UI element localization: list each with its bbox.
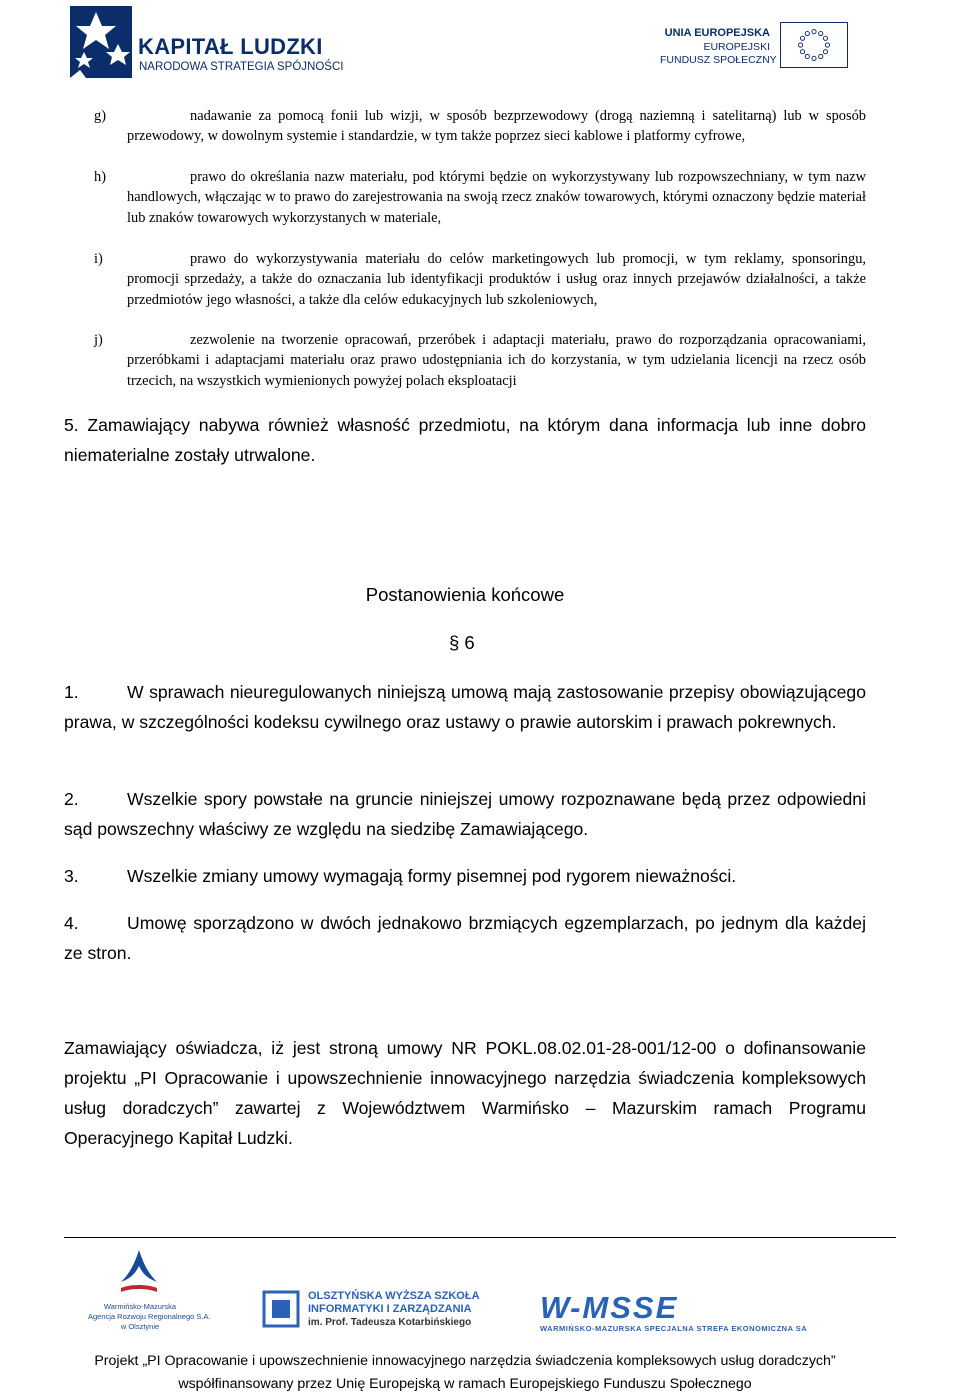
final-clause-number: 1. — [64, 682, 79, 702]
list-item-text: zezwolenie na tworzenie opracowań, przeróbek i adaptacji materiału, prawo do rozporządzania opracowaniami, przeróbkami i adaptacjami materiału oraz prawo udostępniania ich do korzystania, w tym udzielania licencji na rzecz osób trzecich, na wszystkich wymienionych powyżej polach eksploatacji — [127, 332, 866, 389]
kapital-ludzki-emblem-icon — [66, 4, 136, 82]
final-clause — [64, 908, 866, 968]
eu-line-3: FUNDUSZ SPOŁECZNY — [660, 54, 777, 66]
list-item-text: prawo do wykorzystywania materiału do celów marketingowych lub promocji, w tym reklamy, sponsoringu, promocji sprzedaży, a także do oznaczania lub identyfikacji produktów i usług oraz innych przejawów działalności, a także przedmiotów jego własności, a także dla celów edukacyjnych lub szkoleniowych, — [127, 251, 866, 308]
wmsse-logo — [540, 1290, 870, 1333]
final-clause — [64, 677, 866, 737]
agency-line-2: Agencja Rozwoju Regionalnego S.A. — [88, 1312, 211, 1321]
eu-line-1: UNIA EUROPEJSKA — [664, 27, 770, 39]
kapital-ludzki-logo — [66, 4, 366, 84]
owsiiz-emblem-icon — [262, 1290, 300, 1328]
list-item-text: prawo do określania nazw materiału, pod którymi będzie on wykorzystywany lub rozpowszechniany, w tym nazw handlowych, włączając w to prawo do zarejestrowania na swoją rzecz znaków towarowych, którymi oznaczony będzie materiał lub znaków towarowych wykorzystanych w materiale, — [127, 169, 866, 226]
declaration: Zamawiający oświadcza, iż jest stroną umowy NR POKL.08.02.01-28-001/12-00 o dofinansowanie projektu „PI Opracowanie i upowszechnienie innowacyjnego narzędzia świadczenia kompleksowych usług doradczych” zawartej z Województwem Warmińsko – Mazurskim ramach Programu Operacyjnego Kapitał Ludzki. — [64, 1038, 866, 1148]
warminsko-mazurska-agencja-logo — [88, 1248, 211, 1332]
final-clause — [64, 861, 866, 891]
kapital-ludzki-title: KAPITAŁ LUDZKI — [138, 34, 323, 59]
footer-funding-line: współfinansowany przez Unię Europejską w ramach Europejskiego Funduszu Społecznego — [178, 1376, 752, 1392]
section-number: § 6 — [449, 632, 475, 653]
agency-emblem-icon — [113, 1248, 165, 1298]
final-clause-number: 2. — [64, 789, 79, 809]
list-item-text: nadawanie za pomocą fonii lub wizji, w sposób bezprzewodowy (drogą naziemną i satelitarną) lub w sposób przewodowy, w dowolnym systemie i standardzie, w tym także poprzez sieci kablowe i platformy cyfrowe, — [127, 108, 866, 145]
section-title: Postanowienia końcowe — [365, 584, 565, 605]
agency-line-3: w Olsztynie — [120, 1322, 160, 1331]
final-clause-text: Wszelkie spory powstałe na gruncie niniejszej umowy rozpoznawane będą przez odpowiedni sąd powszechny właściwy ze względu na siedzibę Zamawiającego. — [64, 789, 866, 839]
list-item-label: i) — [94, 251, 103, 267]
eu-flag-icon — [780, 22, 848, 68]
list-item-label: h) — [94, 169, 106, 185]
eu-line-2: EUROPEJSKI — [703, 41, 770, 53]
final-clause-number: 3. — [64, 866, 79, 886]
owsiiz-line-1: OLSZTYŃSKA WYŻSZA SZKOŁA — [308, 1290, 480, 1302]
list-item — [94, 330, 866, 391]
final-clause-text: Wszelkie zmiany umowy wymagają formy pisemnej pod rygorem nieważności. — [127, 866, 737, 886]
footer-divider — [64, 1237, 896, 1238]
footer-project-line: Projekt „PI Opracowanie i upowszechnienie innowacyjnego narzędzia świadczenia kompleksowych usług doradczych” — [94, 1353, 836, 1369]
final-clause-text: W sprawach nieuregulowanych niniejszą umową mają zastosowanie przepisy obowiązującego prawa, w szczególności kodeksu cywilnego oraz ustawy o prawie autorskim i prawach pokrewnych. — [64, 682, 866, 732]
clause-5: 5. Zamawiający nabywa również własność przedmiotu, na którym dana informacja lub inne dobro niematerialne zostały utrwalone. — [64, 415, 866, 465]
owsiiz-line-3: im. Prof. Tadeusza Kotarbińskiego — [308, 1317, 472, 1328]
final-clause-text: Umowę sporządzono w dwóch jednakowo brzmiących egzemplarzach, po jednym dla każdej ze stron. — [64, 913, 866, 963]
list-item-label: j) — [94, 332, 103, 348]
list-item — [94, 106, 866, 147]
final-clause-number: 4. — [64, 913, 79, 933]
wmsse-subtitle: WARMIŃSKO-MAZURSKA SPECJALNA STREFA EKONOMICZNA SA — [540, 1324, 808, 1333]
owsiiz-line-2: INFORMATYKI I ZARZĄDZANIA — [308, 1303, 472, 1315]
kapital-ludzki-subtitle: NARODOWA STRATEGIA SPÓJNOŚCI — [139, 61, 344, 73]
list-item-label: g) — [94, 108, 106, 124]
list-item — [94, 249, 866, 310]
agency-line-1: Warmińsko-Mazurska — [103, 1302, 177, 1311]
eu-logo — [660, 22, 900, 72]
final-clause — [64, 784, 866, 844]
owsiiz-logo — [262, 1290, 482, 1334]
list-item — [94, 167, 866, 228]
wmsse-wordmark: W-MSSE — [540, 1290, 679, 1325]
